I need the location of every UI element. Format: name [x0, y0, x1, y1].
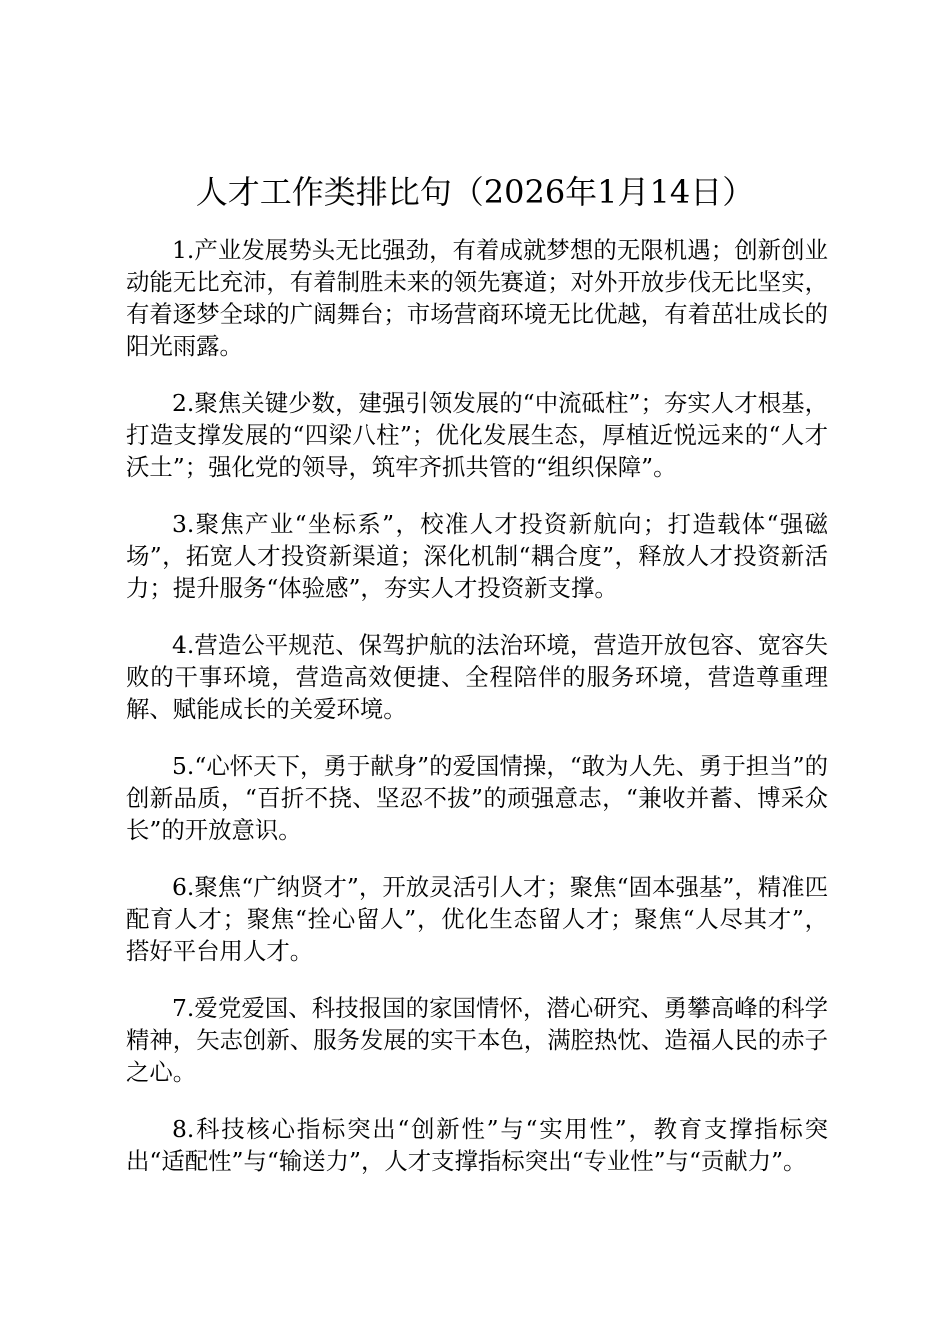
paragraph-7: 7.爱党爱国、科技报国的家国情怀，潜心研究、勇攀高峰的科学精神，矢志创新、服务发展的实干本色，满腔热忱、造福人民的赤子之心。 [126, 994, 828, 1086]
document-body [126, 234, 828, 1202]
paragraph-8: 8.科技核心指标突出“创新性”与“实用性”，教育支撑指标突出“适配性”与“输送力”，人才支撑指标突出“专业性”与“贡献力”。 [126, 1115, 828, 1175]
paragraph-1: 1.产业发展势头无比强劲，有着成就梦想的无限机遇；创新创业动能无比充沛，有着制胜未来的领先赛道；对外开放步伐无比坚实，有着逐梦全球的广阔舞台；市场营商环境无比优越，有着茁壮成长的阳光雨露。 [126, 236, 828, 360]
paragraph-5: 5.“心怀天下，勇于献身”的爱国情操，“敢为人先、勇于担当”的创新品质，“百折不挠、坚忍不拔”的顽强意志，“兼收并蓄、博采众长”的开放意识。 [126, 752, 828, 844]
document-title: 人才工作类排比句（2026年1月14日） [195, 173, 755, 211]
paragraph-2: 2.聚焦关键少数，建强引领发展的“中流砥柱”；夯实人才根基，打造支撑发展的“四梁八柱”；优化发展生态，厚植近悦远来的“人才沃土”；强化党的领导，筑牢齐抓共管的“组织保障”。 [126, 389, 828, 481]
paragraph-3: 3.聚焦产业“坐标系”，校准人才投资新航向；打造载体“强磁场”，拓宽人才投资新渠道；深化机制“耦合度”，释放人才投资新活力；提升服务“体验感”，夯实人才投资新支撑。 [126, 510, 828, 602]
paragraph-4: 4.营造公平规范、保驾护航的法治环境，营造开放包容、宽容失败的干事环境，营造高效便捷、全程陪伴的服务环境，营造尊重理解、赋能成长的关爱环境。 [126, 631, 828, 723]
paragraph-6: 6.聚焦“广纳贤才”，开放灵活引人才；聚焦“固本强基”，精准匹配育人才；聚焦“拴心留人”，优化生态留人才；聚焦“人尽其才”，搭好平台用人才。 [126, 873, 828, 965]
